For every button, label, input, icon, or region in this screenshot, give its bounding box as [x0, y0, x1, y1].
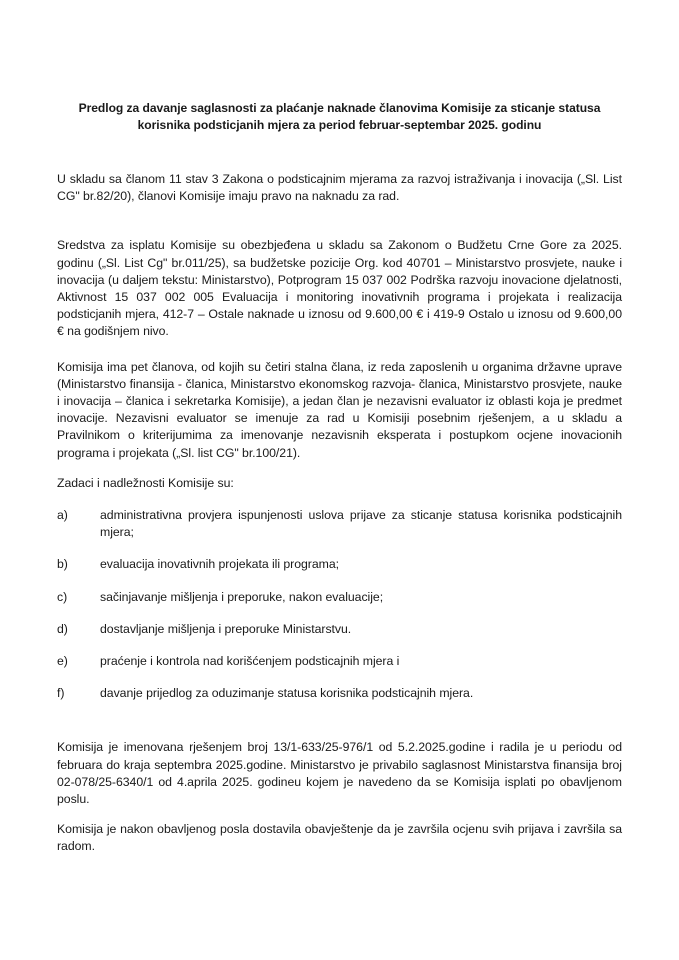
list-marker: f) [57, 686, 65, 701]
list-item [57, 621, 622, 638]
list-marker: c) [57, 589, 68, 604]
list-item [57, 507, 622, 541]
list-item [57, 556, 622, 573]
task-list [57, 507, 622, 702]
spacer [57, 808, 622, 821]
list-item [57, 589, 622, 606]
document-body [57, 0, 622, 856]
paragraph-funding: Sredstva za isplatu Komisije su obezbjeđena u skladu sa Zakonom o Budžetu Crne Gore za 2025. godinu („Sl. List Cg" br.011/25), sa budžetske pozicije Org. kod 40701 – Ministarstvo prosvjete, nauke i inovacija (u daljem tekstu: Ministarstvo), Potprogram 15 037 002 Podrška razvoju inovacione djelatnosti, Aktivnost 15 037 002 005 Evaluacija i monitoring inovativnih programa i projekata i realizacija podsticjanih mjera, 412-7 – Ostale naknade u iznosu od 9.600,00 € i 419-9 Ostalo u iznosu od 9.600,00 € na godišnjem nivo. [57, 238, 622, 339]
spacer [57, 702, 622, 739]
paragraph-intro: U skladu sa članom 11 stav 3 Zakona o podsticajnim mjerama za razvoj istraživanja i inovacija („Sl. List CG" br.82/20), članovi Komisije imaju pravo na naknadu za rad. [57, 172, 622, 204]
list-marker: b) [57, 557, 68, 572]
spacer [57, 134, 622, 171]
list-marker: a) [57, 508, 68, 523]
list-item-text: evaluacija inovativnih projekata ili programa; [100, 557, 339, 572]
spacer [57, 462, 622, 475]
list-marker: e) [57, 654, 68, 669]
paragraph-conclusion: Komisija je nakon obavljenog posla dostavila obavještenje da je završila ocjenu svih prijava i završila sa radom. [57, 822, 622, 854]
page-title: Predlog za davanje saglasnosti za plaćanje naknade članovima Komisije za sticanje statusa korisnika podsticjanih mjera za period februar-septembar 2025. godinu [78, 101, 601, 132]
paragraph-tasks-lead: Zadaci i nadležnosti Komisije su: [57, 475, 234, 490]
list-marker: d) [57, 621, 68, 636]
spacer [57, 492, 622, 507]
list-item-text: praćenje i kontrola nad korišćenjem podsticajnih mjera i [100, 654, 400, 669]
spacer [57, 341, 622, 359]
list-item [57, 653, 622, 670]
list-item-text: administrativna provjera ispunjenosti uslova prijave za sticanje statusa korisnika podsticajnih mjera; [100, 508, 622, 540]
list-item-text: sačinjavanje mišljenja i preporuke, nakon evaluacije; [100, 589, 384, 604]
paragraph-appointment: Komisija je imenovana rješenjem broj 13/1-633/25-976/1 od 5.2.2025.godine i radila je u periodu od februara do kraja septembra 2025.godine. Ministarstvo je privabilo saglasnost Ministarstva finansija broj 02-078/25-6340/1 od 4.aprila 2025. godineu kojem je navedeno da se Komisija isplati po obavljenom poslu. [57, 740, 622, 807]
list-item [57, 685, 622, 702]
list-item-text: davanje prijedlog za oduzimanje statusa korisnika podsticajnih mjera. [100, 686, 474, 701]
list-item-text: dostavljanje mišljenja i preporuke Ministarstvu. [100, 621, 352, 636]
paragraph-composition: Komisija ima pet članova, od kojih su četiri stalna člana, iz reda zaposlenih u organima državne uprave (Ministarstvo finansija - članica, Ministarstvo ekonomskog razvoja- članica, Ministarstvo prosvjete, nauke i inovacija – članica i sekretarka Komisije), a jedan član je nezavisni evaluator iz oblasti koja je predmet inovacije. Nezavisni evaluator se imenuje za rad u Komisiji posebnim rješenjem, a u skladu a Pravilnikom o kriterijumima za imenovanje nezavisnih eksperata i postupkom ocjene inovacionih programa i projekata („Sl. list CG" br.100/21). [57, 359, 622, 460]
spacer [57, 205, 622, 237]
